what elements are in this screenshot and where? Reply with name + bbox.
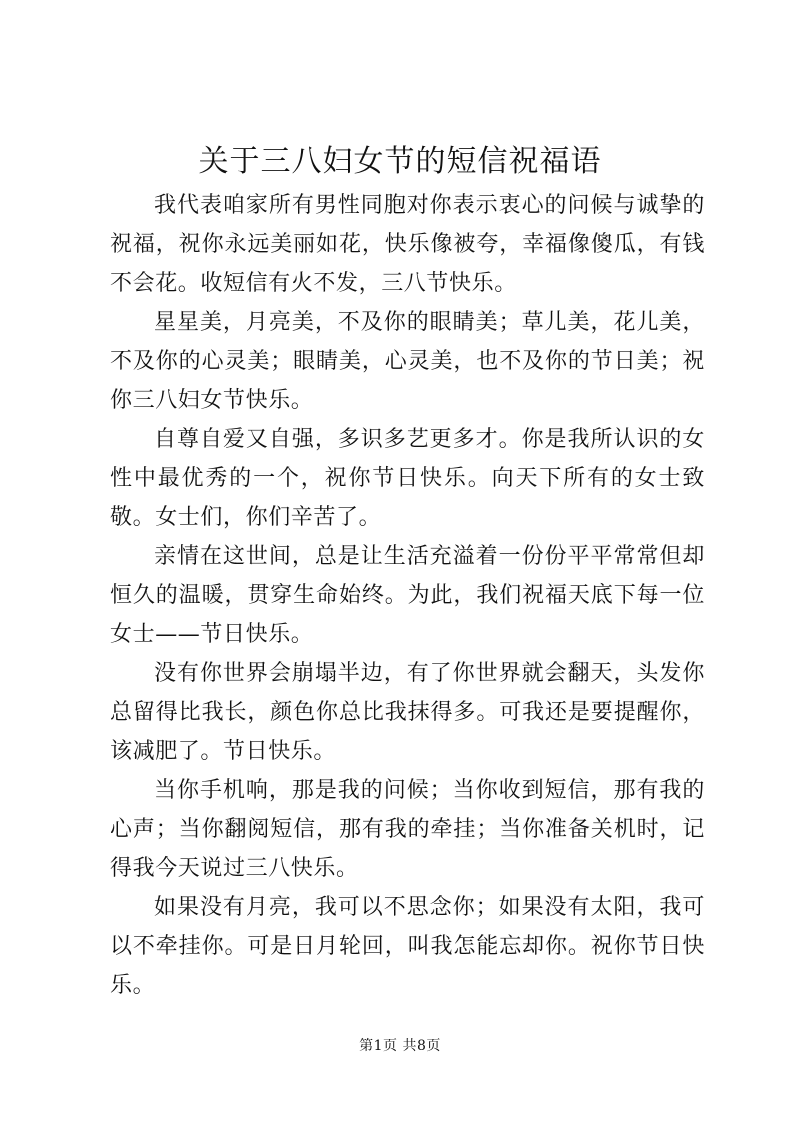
page-number-footer: 第1页 共8页: [359, 1038, 441, 1054]
document-body: [110, 186, 705, 1005]
paragraph-1: 我代表咱家所有男性同胞对你表示衷心的问候与诚挚的祝福，祝你永远美丽如花，快乐像被夸，幸福像傻瓜，有钱不会花。收短信有火不发，三八节快乐。: [110, 193, 705, 296]
paragraph-4: 亲情在这世间，总是让生活充溢着一份份平平常常但却恒久的温暖，贯穿生命始终。为此，我们祝福天底下每一位女士——节日快乐。: [110, 544, 705, 647]
document-title: 关于三八妇女节的短信祝福语: [198, 144, 602, 179]
paragraph-7: 如果没有月亮，我可以不思念你；如果没有太阳，我可以不牵挂你。可是日月轮回，叫我怎能忘却你。祝你节日快乐。: [110, 895, 705, 998]
paragraph-6: 当你手机响，那是我的问候；当你收到短信，那有我的心声；当你翻阅短信，那有我的牵挂；当你准备关机时，记得我今天说过三八快乐。: [110, 778, 705, 881]
paragraph-5: 没有你世界会崩塌半边，有了你世界就会翻天，头发你总留得比我长，颜色你总比我抹得多。可我还是要提醒你，该减肥了。节日快乐。: [110, 661, 705, 764]
paragraph-3: 自尊自爱又自强，多识多艺更多才。你是我所认识的女性中最优秀的一个，祝你节日快乐。向天下所有的女士致敬。女士们，你们辛苦了。: [110, 427, 705, 530]
paragraph-2: 星星美，月亮美，不及你的眼睛美；草儿美，花儿美，不及你的心灵美；眼睛美，心灵美，也不及你的节日美；祝你三八妇女节快乐。: [110, 310, 705, 413]
